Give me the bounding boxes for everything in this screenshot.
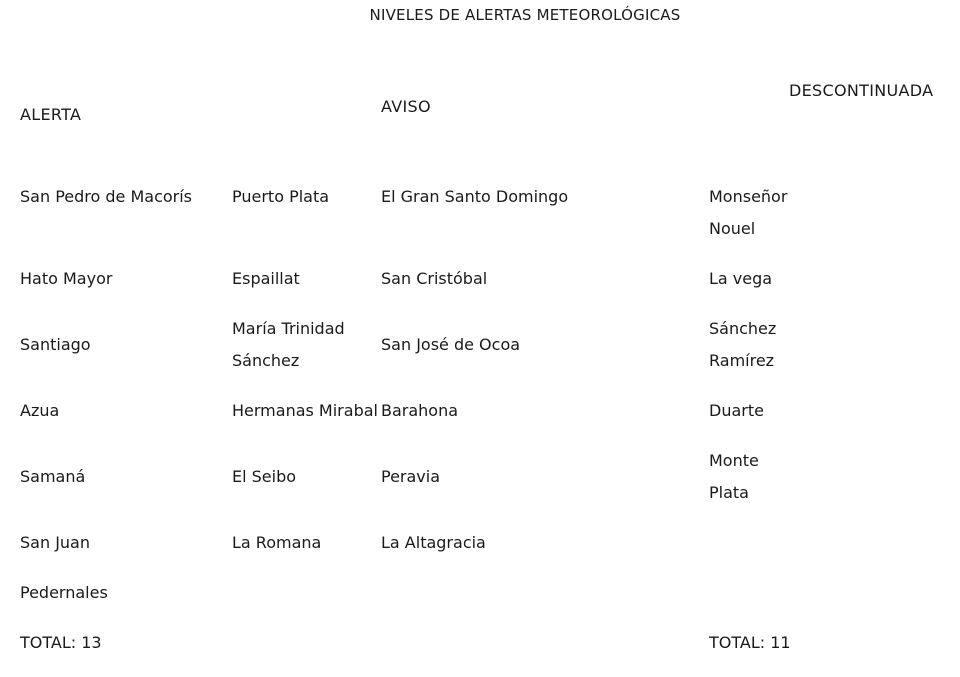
list-item: La vega (709, 269, 773, 288)
header-aviso: AVISO (381, 97, 431, 116)
list-item: Pedernales (20, 583, 108, 602)
list-item: Peravia (381, 467, 441, 486)
list-item: Sánchez Ramírez (709, 319, 777, 370)
list-item: Samaná (20, 467, 86, 486)
list-item: San Juan (20, 533, 90, 552)
list-item: Duarte (709, 401, 764, 420)
list-item: Santiago (20, 335, 91, 354)
list-item: Monte Plata (709, 451, 759, 502)
list-item: Puerto Plata (232, 187, 330, 206)
list-item: San José de Ocoa (381, 335, 521, 354)
list-item: San Pedro de Macorís (20, 187, 193, 206)
list-item: El Seibo (232, 467, 297, 486)
list-item: Hato Mayor (20, 269, 113, 288)
total-alerta: TOTAL: 13 (20, 633, 102, 652)
total-descontinuada: TOTAL: 11 (709, 633, 791, 652)
list-item: Barahona (381, 401, 459, 420)
list-item: María Trinidad Sánchez (232, 319, 345, 370)
list-item: Hermanas Mirabal (232, 401, 378, 420)
list-item: La Altagracia (381, 533, 486, 552)
list-item: Azua (20, 401, 60, 420)
header-descontinuada: DESCONTINUADA (789, 81, 934, 100)
list-item: Monseñor Nouel (709, 187, 788, 238)
page-title: NIVELES DE ALERTAS METEOROLÓGICAS (369, 6, 681, 24)
header-alerta: ALERTA (20, 105, 82, 124)
list-item: El Gran Santo Domingo (381, 187, 569, 206)
list-item: La Romana (232, 533, 322, 552)
list-item: Espaillat (232, 269, 300, 288)
list-item: San Cristóbal (381, 269, 488, 288)
